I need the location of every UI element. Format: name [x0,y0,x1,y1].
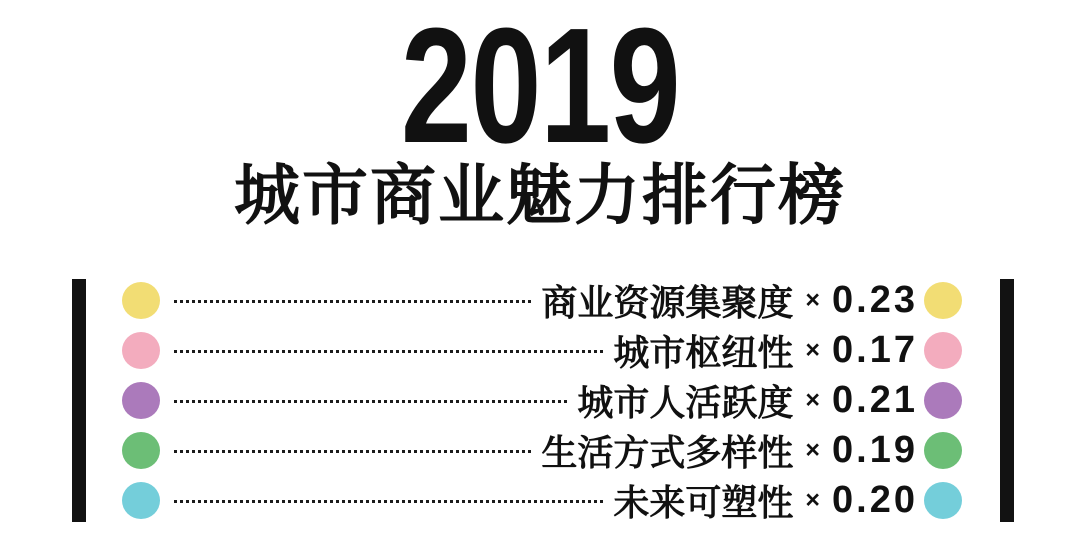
category-dot-left-icon [122,482,160,519]
category-dot-left-icon [122,282,160,319]
multiply-sign: × [805,385,821,414]
right-accent-bar [1000,279,1014,522]
weight-value: 0.21 [832,378,918,421]
category-dot-left-icon [122,432,160,469]
left-accent-bar [72,279,86,522]
year-title: 2019 [400,0,680,177]
category-dot-right-icon [924,432,962,469]
weight-value: 0.20 [832,478,918,521]
legend-row [122,475,962,525]
weight-value: 0.17 [832,328,918,371]
dotted-leader [174,300,531,303]
legend-row [122,425,962,475]
category-dot-right-icon [924,482,962,519]
category-label: 城市枢纽性 [613,331,794,373]
page-subtitle: 城市商业魅力排行榜 [234,158,846,232]
weight-value: 0.19 [832,428,918,471]
weight-value: 0.23 [832,278,918,321]
multiply-sign: × [805,285,821,314]
category-dot-right-icon [924,382,962,419]
weights-legend [122,275,962,525]
category-dot-right-icon [924,282,962,319]
category-label: 城市人活跃度 [577,381,794,423]
dotted-leader [174,500,603,503]
category-dot-left-icon [122,332,160,369]
dotted-leader [174,400,567,403]
legend-row [122,375,962,425]
multiply-sign: × [805,485,821,514]
legend-row [122,325,962,375]
category-label: 生活方式多样性 [541,431,794,473]
category-label: 未来可塑性 [613,481,794,523]
multiply-sign: × [805,435,821,464]
category-dot-right-icon [924,332,962,369]
dotted-leader [174,350,603,353]
category-dot-left-icon [122,382,160,419]
dotted-leader [174,450,531,453]
legend-row [122,275,962,325]
multiply-sign: × [805,335,821,364]
category-label: 商业资源集聚度 [541,281,794,323]
